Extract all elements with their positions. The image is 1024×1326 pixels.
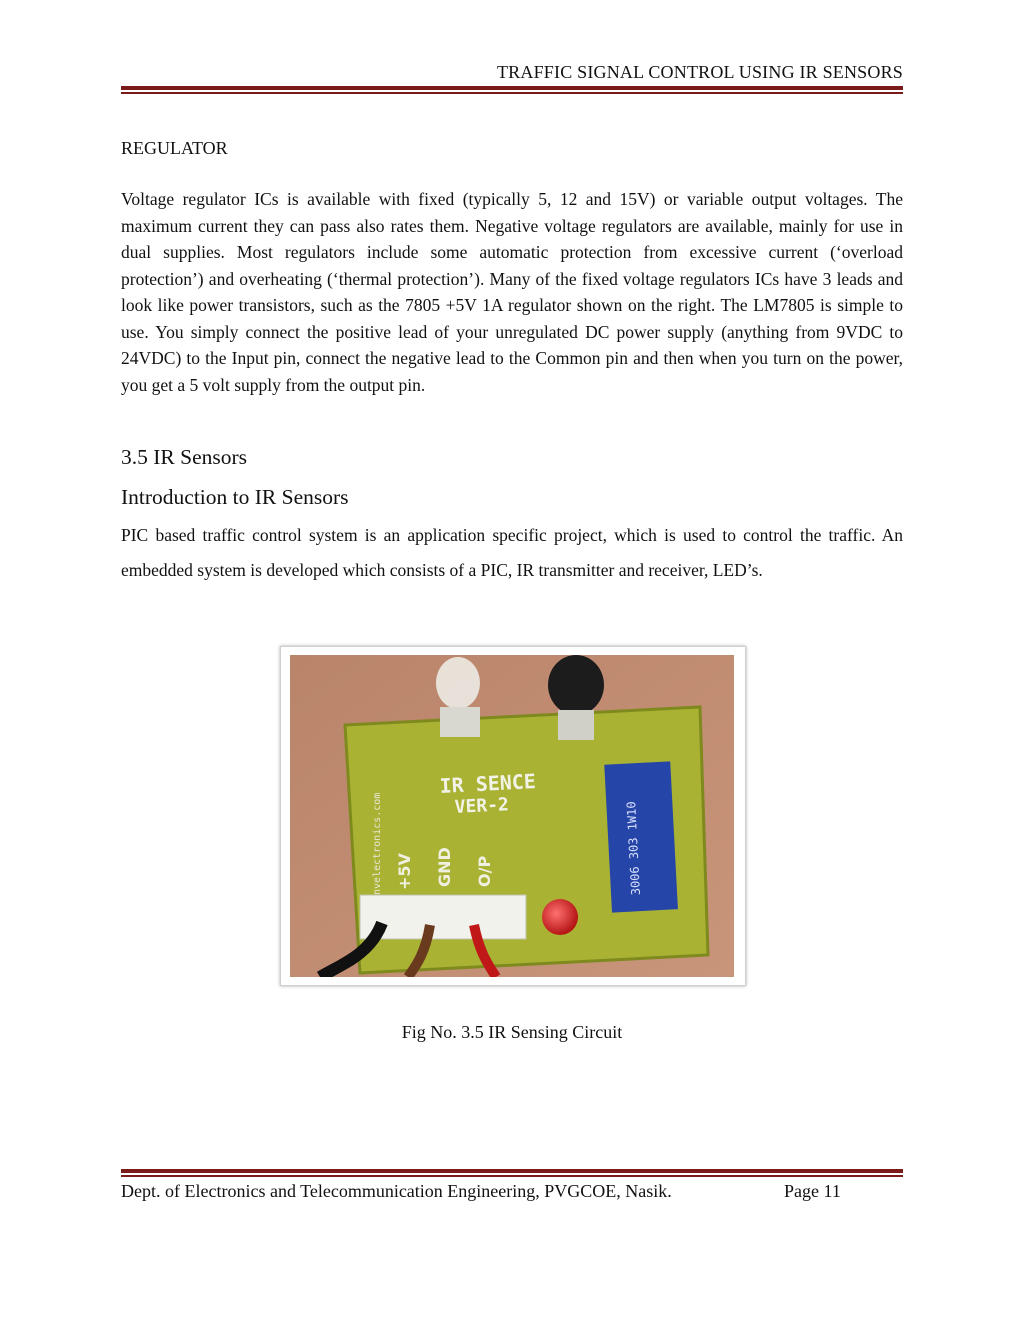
section-subheading: Introduction to IR Sensors bbox=[121, 485, 349, 509]
receiver-leads bbox=[558, 710, 594, 740]
pin-label-gnd: GND bbox=[435, 847, 454, 887]
footer-rule-thin bbox=[121, 1175, 903, 1177]
ir-transmitter-led bbox=[436, 657, 480, 709]
header-rule-thick bbox=[121, 86, 903, 90]
figure-frame bbox=[280, 646, 746, 986]
pin-label-op: O/P bbox=[475, 855, 494, 887]
footer-page-number: Page 11 bbox=[784, 1181, 841, 1201]
regulator-paragraph: Voltage regulator ICs is available with fixed (typically 5, 12 and 15V) or variable output voltages. The maximum current they can pass also rates them. Negative voltage regulators are available, mainly for use in dual supplies. Most regulators include some automatic protection from excessive current (‘overload protection’) and overheating (‘thermal protection’). Many of the fixed voltage regulators ICs have 3 leads and look like power transistors, such as the 7805 +5V 1A regulator shown on the right. The LM7805 is simple to use. You simply connect the positive lead of your unregulated DC power supply (anything from 9VDC to 24VDC) to the Input pin, connect the negative lead to the Common pin and then when you turn on the power, you get a 5 volt supply from the output pin. bbox=[121, 189, 903, 395]
pin-label-5v: +5V bbox=[395, 853, 414, 890]
footer-rule-thick bbox=[121, 1169, 903, 1173]
output-indicator-led bbox=[542, 899, 578, 935]
ir-receiver-led bbox=[548, 655, 604, 715]
intro-section bbox=[121, 518, 903, 588]
section-heading: 3.5 IR Sensors bbox=[121, 445, 248, 469]
intro-paragraph: PIC based traffic control system is an application specific project, which is used to control the traffic. An embedded system is developed which consists of a PIC, IR transmitter and receiver, LED’s. bbox=[121, 525, 903, 580]
board-label-line2: VER-2 bbox=[454, 794, 510, 818]
board-label-side: nvelectronics.com bbox=[372, 792, 383, 895]
figure-caption: Fig No. 3.5 IR Sensing Circuit bbox=[401, 1022, 623, 1042]
page-header-title: TRAFFIC SIGNAL CONTROL USING IR SENSORS bbox=[496, 62, 903, 82]
board-label-line1: IR SENCE bbox=[439, 768, 537, 798]
footer-department: Dept. of Electronics and Telecommunication Engineering, PVGCOE, Nasik. bbox=[121, 1181, 672, 1201]
wire-connector bbox=[360, 895, 526, 939]
regulator-heading: REGULATOR bbox=[121, 138, 228, 158]
led-leads bbox=[440, 707, 480, 737]
ir-sensor-photo bbox=[290, 655, 734, 977]
header-rule-thin bbox=[121, 92, 903, 94]
regulator-section bbox=[121, 186, 903, 398]
potentiometer-label: 3006 303 1W10 bbox=[624, 801, 643, 896]
